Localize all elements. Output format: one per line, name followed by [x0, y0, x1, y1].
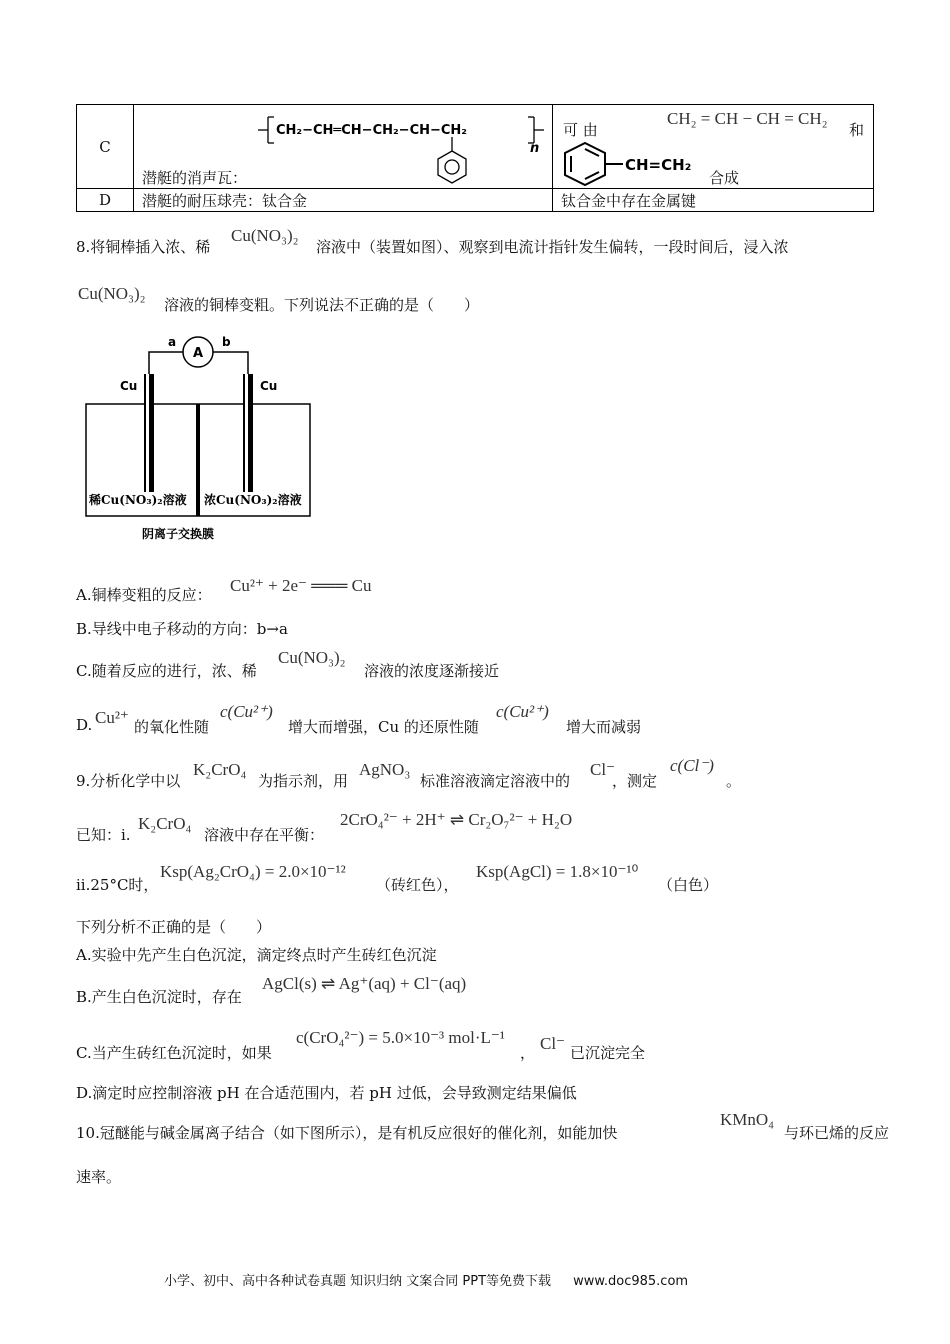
q8-stem-1b: 溶液中（装置如图）、观察到电流计指针发生偏转，一段时间后，浸入浓 [316, 238, 789, 256]
q9-known-i-tail: 溶液中存在平衡： [204, 826, 325, 844]
q9-cl: Cl⁻ [590, 760, 616, 779]
membrane-label: 阴离子交换膜 [142, 527, 215, 541]
right-solution-label: 浓Cu(NO₃)₂溶液 [204, 493, 302, 507]
q9-option-c: C.当产生砖红色沉淀时，如果 [76, 1044, 272, 1062]
row-c-synthesis-cell [553, 105, 874, 189]
left-electrode-label: Cu [120, 379, 138, 393]
table-row-d [77, 189, 874, 212]
q10-stem-2: 与环已烯的反应 [784, 1124, 890, 1142]
row-d-label: D [77, 189, 134, 212]
q9-c-cl: c(Cl⁻) [670, 756, 714, 775]
q9-stem-1: 9.分析化学中以 [76, 772, 181, 790]
row-d-object: 潜艇的耐压球壳：钛合金 [134, 189, 553, 212]
q9-known-ii: ii.25°C时， [76, 876, 159, 894]
q8-option-a: A.铜棒变粗的反应： [76, 586, 212, 604]
q9-ask: 下列分析不正确的是（ ） [76, 918, 272, 936]
q9-option-c-cl: Cl⁻ [540, 1034, 566, 1053]
footer [164, 1270, 688, 1289]
polymer-formula: CH₂−CH═CH−CH₂−CH−CH₂ [276, 123, 468, 138]
styrene-group: CH=CH₂ [625, 156, 692, 174]
q9-stem-4: ，测定 [612, 772, 658, 790]
left-solution-label: 稀Cu(NO₃)₂溶液 [89, 493, 187, 507]
svg-text:n: n [530, 141, 540, 156]
q8-cu-no3-1: Cu(NO₃)₂ [231, 226, 299, 245]
q8-stem-1a: 8.将铜棒插入浓、稀 [76, 238, 211, 256]
synthesis-prefix: 可 由 [563, 121, 598, 139]
q9-option-c-tail: 已沉淀完全 [570, 1044, 646, 1062]
q9-agno3: AgNO₃ [359, 760, 411, 779]
footer-url[interactable]: www.doc985.com [573, 1274, 689, 1289]
and-text: 和 [849, 121, 865, 139]
options-table [76, 104, 874, 212]
q8-option-a-equation: Cu²⁺ + 2e⁻ ═══ Cu [230, 576, 372, 595]
electrochemical-cell-figure [86, 328, 326, 548]
synthesis-suffix: 合成 [709, 169, 740, 187]
q8-option-d-2: 的氧化性随 [134, 718, 210, 736]
q8-option-d-4: 增大而减弱 [566, 718, 642, 736]
q9-ksp-ag2cro4: Ksp(Ag₂CrO₄) = 2.0×10⁻¹² [160, 862, 346, 881]
q9-stem-5: 。 [726, 772, 742, 790]
right-electrode-label: Cu [260, 379, 278, 393]
q9-known-i-k2cro4: K₂CrO₄ [138, 814, 192, 833]
q8-option-d-conc-2: c(Cu²⁺) [496, 702, 549, 721]
q9-option-d: D.滴定时应控制溶液 pH 在合适范围内，若 pH 过低，会导致测定结果偏低 [76, 1084, 577, 1102]
q8-option-d-1: D. [76, 716, 93, 734]
q8-option-b: B.导线中电子移动的方向：b→a [76, 620, 288, 638]
q9-stem-3: 标准溶液滴定溶液中的 [420, 772, 571, 790]
q10-kmno4: KMnO₄ [720, 1110, 775, 1129]
q9-ksp2-note: （白色） [658, 876, 719, 894]
ammeter-label: A [192, 346, 204, 361]
q9-option-a: A.实验中先产生白色沉淀，滴定终点时产生砖红色沉淀 [76, 946, 437, 964]
styrene-structure [561, 139, 721, 189]
row-c-label: C [77, 105, 134, 189]
row-c-object: 潜艇的消声瓦： [142, 169, 248, 187]
q9-option-c-equation: c(CrO₄²⁻) = 5.0×10⁻³ mol·L⁻¹ [296, 1028, 505, 1047]
q9-ksp-agcl: Ksp(AgCl) = 1.8×10⁻¹⁰ [476, 862, 639, 881]
butadiene-formula: CH₂ = CH − CH = CH₂ [667, 109, 828, 128]
table-row-c [77, 105, 874, 189]
q9-k2cro4: K₂CrO₄ [193, 760, 247, 779]
q9-option-c-mid: ， [520, 1044, 536, 1062]
q8-stem-2: 溶液的铜棒变粗。下列说法不正确的是（ ） [164, 296, 480, 314]
q9-option-b-equation: AgCl(s) ⇌ Ag⁺(aq) + Cl⁻(aq) [262, 974, 467, 993]
q8-option-c-tail: 溶液的浓度逐渐接近 [364, 662, 500, 680]
q9-known-i: 已知：i. [76, 826, 131, 844]
row-c-object-cell [134, 105, 553, 189]
q8-option-c: C.随着反应的进行，浓、稀 [76, 662, 257, 680]
q9-ksp1-note: （砖红色）， [376, 876, 459, 894]
q8-option-c-cu-no3: Cu(NO₃)₂ [278, 648, 346, 667]
q8-option-d-conc-1: c(Cu²⁺) [220, 702, 273, 721]
membrane-line [196, 404, 200, 516]
q9-stem-2: 为指示剂，用 [258, 772, 349, 790]
q9-option-b: B.产生白色沉淀时，存在 [76, 988, 242, 1006]
footer-text: 小学、初中、高中各种试卷真题 知识归纳 文案合同 PPT等免费下载 [164, 1274, 552, 1289]
q10-stem-3: 速率。 [76, 1168, 122, 1186]
q8-option-d-3: 增大而增强，Cu 的还原性随 [288, 718, 479, 736]
q10-stem-1: 10.冠醚能与碱金属离子结合（如下图所示），是有机反应很好的催化剂，如能加快 [76, 1124, 618, 1142]
q8-cu-no3-2: Cu(NO₃)₂ [78, 284, 146, 303]
q9-equilibrium: 2CrO₄²⁻ + 2H⁺ ⇌ Cr₂O₇²⁻ + H₂O [340, 810, 573, 829]
row-d-note: 钛合金中存在金属键 [553, 189, 874, 212]
q8-option-d-cu-ion: Cu²⁺ [95, 708, 129, 727]
wire-label-a: a [168, 335, 177, 349]
wire-label-b: b [222, 335, 231, 349]
